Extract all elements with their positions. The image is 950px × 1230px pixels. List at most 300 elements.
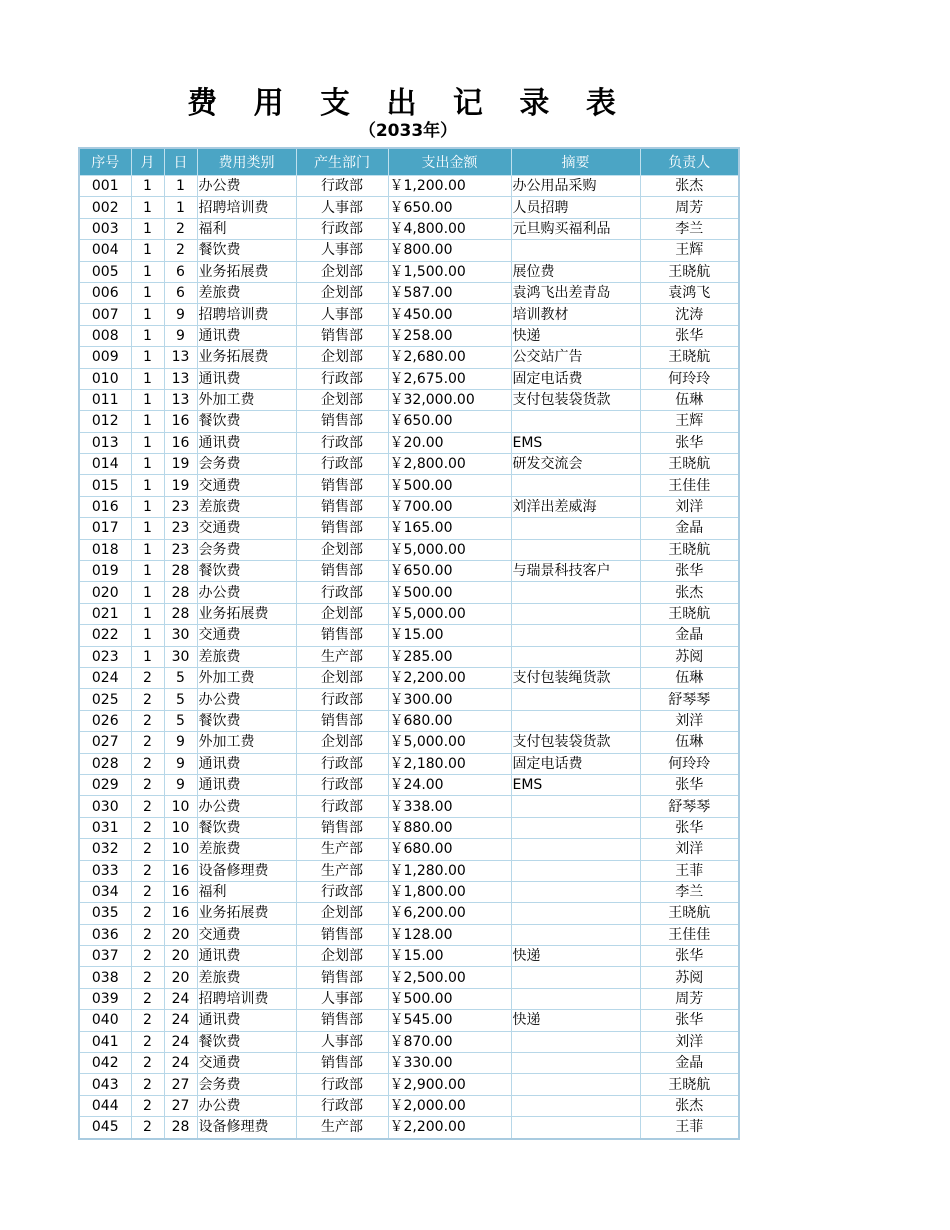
cell-seq[interactable]: 024 xyxy=(79,667,131,688)
cell-owner[interactable]: 张华 xyxy=(640,1010,739,1031)
cell-amount[interactable]: ￥500.00 xyxy=(388,475,511,496)
cell-owner[interactable]: 沈涛 xyxy=(640,304,739,325)
cell-month[interactable]: 2 xyxy=(131,1031,164,1052)
cell-seq[interactable]: 029 xyxy=(79,774,131,795)
cell-month[interactable]: 1 xyxy=(131,603,164,624)
cell-summary[interactable] xyxy=(511,1095,640,1116)
cell-owner[interactable]: 李兰 xyxy=(640,218,739,239)
cell-category[interactable]: 会务费 xyxy=(197,1074,296,1095)
cell-department[interactable]: 企划部 xyxy=(296,903,388,924)
cell-month[interactable]: 2 xyxy=(131,967,164,988)
cell-owner[interactable]: 王晓航 xyxy=(640,1074,739,1095)
cell-seq[interactable]: 040 xyxy=(79,1010,131,1031)
cell-summary[interactable]: 培训教材 xyxy=(511,304,640,325)
cell-category[interactable]: 外加工费 xyxy=(197,732,296,753)
cell-owner[interactable]: 张杰 xyxy=(640,1095,739,1116)
cell-seq[interactable]: 045 xyxy=(79,1117,131,1139)
cell-owner[interactable]: 王晓航 xyxy=(640,603,739,624)
cell-category[interactable]: 招聘培训费 xyxy=(197,304,296,325)
cell-owner[interactable]: 伍琳 xyxy=(640,732,739,753)
cell-day[interactable]: 27 xyxy=(164,1074,197,1095)
cell-department[interactable]: 行政部 xyxy=(296,881,388,902)
cell-summary[interactable] xyxy=(511,625,640,646)
cell-month[interactable]: 2 xyxy=(131,903,164,924)
cell-day[interactable]: 28 xyxy=(164,561,197,582)
cell-day[interactable]: 10 xyxy=(164,839,197,860)
cell-summary[interactable] xyxy=(511,796,640,817)
cell-amount[interactable]: ￥545.00 xyxy=(388,1010,511,1031)
cell-month[interactable]: 1 xyxy=(131,475,164,496)
cell-seq[interactable]: 026 xyxy=(79,710,131,731)
cell-summary[interactable] xyxy=(511,689,640,710)
cell-day[interactable]: 2 xyxy=(164,240,197,261)
cell-category[interactable]: 交通费 xyxy=(197,1053,296,1074)
cell-amount[interactable]: ￥1,500.00 xyxy=(388,261,511,282)
cell-seq[interactable]: 020 xyxy=(79,582,131,603)
cell-seq[interactable]: 034 xyxy=(79,881,131,902)
cell-seq[interactable]: 018 xyxy=(79,539,131,560)
cell-day[interactable]: 16 xyxy=(164,903,197,924)
cell-amount[interactable]: ￥500.00 xyxy=(388,582,511,603)
cell-owner[interactable]: 张华 xyxy=(640,561,739,582)
cell-month[interactable]: 1 xyxy=(131,176,164,197)
cell-summary[interactable] xyxy=(511,539,640,560)
cell-summary[interactable] xyxy=(511,988,640,1009)
cell-month[interactable]: 2 xyxy=(131,988,164,1009)
cell-amount[interactable]: ￥2,180.00 xyxy=(388,753,511,774)
header-department[interactable]: 产生部门 xyxy=(296,148,388,176)
cell-department[interactable]: 行政部 xyxy=(296,796,388,817)
cell-amount[interactable]: ￥450.00 xyxy=(388,304,511,325)
cell-amount[interactable]: ￥2,000.00 xyxy=(388,1095,511,1116)
cell-amount[interactable]: ￥2,800.00 xyxy=(388,454,511,475)
cell-seq[interactable]: 008 xyxy=(79,325,131,346)
cell-summary[interactable] xyxy=(511,860,640,881)
cell-category[interactable]: 差旅费 xyxy=(197,646,296,667)
cell-department[interactable]: 人事部 xyxy=(296,197,388,218)
cell-seq[interactable]: 030 xyxy=(79,796,131,817)
cell-department[interactable]: 企划部 xyxy=(296,389,388,410)
cell-month[interactable]: 1 xyxy=(131,518,164,539)
cell-seq[interactable]: 017 xyxy=(79,518,131,539)
cell-category[interactable]: 餐饮费 xyxy=(197,1031,296,1052)
cell-summary[interactable]: 快递 xyxy=(511,946,640,967)
cell-amount[interactable]: ￥32,000.00 xyxy=(388,389,511,410)
cell-department[interactable]: 企划部 xyxy=(296,603,388,624)
cell-owner[interactable]: 苏阅 xyxy=(640,967,739,988)
cell-summary[interactable]: 人员招聘 xyxy=(511,197,640,218)
cell-month[interactable]: 2 xyxy=(131,774,164,795)
cell-summary[interactable]: 公交站广告 xyxy=(511,347,640,368)
cell-amount[interactable]: ￥2,900.00 xyxy=(388,1074,511,1095)
cell-day[interactable]: 20 xyxy=(164,946,197,967)
cell-amount[interactable]: ￥330.00 xyxy=(388,1053,511,1074)
cell-summary[interactable] xyxy=(511,924,640,945)
cell-department[interactable]: 人事部 xyxy=(296,988,388,1009)
cell-seq[interactable]: 011 xyxy=(79,389,131,410)
cell-day[interactable]: 1 xyxy=(164,176,197,197)
cell-month[interactable]: 2 xyxy=(131,1053,164,1074)
cell-month[interactable]: 2 xyxy=(131,839,164,860)
cell-seq[interactable]: 022 xyxy=(79,625,131,646)
cell-summary[interactable] xyxy=(511,817,640,838)
cell-category[interactable]: 招聘培训费 xyxy=(197,197,296,218)
cell-seq[interactable]: 013 xyxy=(79,432,131,453)
cell-owner[interactable]: 刘洋 xyxy=(640,496,739,517)
cell-category[interactable]: 外加工费 xyxy=(197,667,296,688)
cell-summary[interactable] xyxy=(511,1031,640,1052)
cell-department[interactable]: 销售部 xyxy=(296,924,388,945)
cell-amount[interactable]: ￥24.00 xyxy=(388,774,511,795)
cell-month[interactable]: 1 xyxy=(131,304,164,325)
cell-owner[interactable]: 王晓航 xyxy=(640,903,739,924)
cell-day[interactable]: 10 xyxy=(164,817,197,838)
cell-amount[interactable]: ￥15.00 xyxy=(388,625,511,646)
cell-category[interactable]: 餐饮费 xyxy=(197,411,296,432)
cell-category[interactable]: 差旅费 xyxy=(197,839,296,860)
cell-amount[interactable]: ￥128.00 xyxy=(388,924,511,945)
cell-department[interactable]: 企划部 xyxy=(296,347,388,368)
cell-owner[interactable]: 袁鸿飞 xyxy=(640,282,739,303)
cell-seq[interactable]: 001 xyxy=(79,176,131,197)
cell-amount[interactable]: ￥165.00 xyxy=(388,518,511,539)
cell-amount[interactable]: ￥800.00 xyxy=(388,240,511,261)
cell-summary[interactable] xyxy=(511,475,640,496)
cell-seq[interactable]: 009 xyxy=(79,347,131,368)
cell-owner[interactable]: 何玲玲 xyxy=(640,753,739,774)
cell-summary[interactable]: 袁鸿飞出差青岛 xyxy=(511,282,640,303)
cell-category[interactable]: 交通费 xyxy=(197,625,296,646)
cell-summary[interactable]: 支付包装袋货款 xyxy=(511,732,640,753)
cell-amount[interactable]: ￥650.00 xyxy=(388,197,511,218)
cell-amount[interactable]: ￥5,000.00 xyxy=(388,732,511,753)
cell-seq[interactable]: 039 xyxy=(79,988,131,1009)
cell-owner[interactable]: 伍琳 xyxy=(640,389,739,410)
cell-month[interactable]: 2 xyxy=(131,1095,164,1116)
cell-amount[interactable]: ￥880.00 xyxy=(388,817,511,838)
cell-day[interactable]: 16 xyxy=(164,432,197,453)
cell-month[interactable]: 1 xyxy=(131,625,164,646)
cell-category[interactable]: 差旅费 xyxy=(197,967,296,988)
cell-category[interactable]: 办公费 xyxy=(197,582,296,603)
cell-owner[interactable]: 舒琴琴 xyxy=(640,796,739,817)
cell-month[interactable]: 1 xyxy=(131,282,164,303)
cell-owner[interactable]: 王菲 xyxy=(640,1117,739,1139)
cell-category[interactable]: 业务拓展费 xyxy=(197,347,296,368)
cell-summary[interactable]: 快递 xyxy=(511,1010,640,1031)
cell-day[interactable]: 24 xyxy=(164,1010,197,1031)
cell-month[interactable]: 2 xyxy=(131,1010,164,1031)
cell-owner[interactable]: 张杰 xyxy=(640,582,739,603)
cell-summary[interactable] xyxy=(511,646,640,667)
cell-day[interactable]: 13 xyxy=(164,347,197,368)
cell-day[interactable]: 30 xyxy=(164,646,197,667)
cell-category[interactable]: 业务拓展费 xyxy=(197,903,296,924)
cell-summary[interactable]: 元旦购买福利品 xyxy=(511,218,640,239)
cell-owner[interactable]: 金晶 xyxy=(640,1053,739,1074)
cell-department[interactable]: 行政部 xyxy=(296,582,388,603)
cell-day[interactable]: 5 xyxy=(164,710,197,731)
header-month[interactable]: 月 xyxy=(131,148,164,176)
cell-amount[interactable]: ￥2,680.00 xyxy=(388,347,511,368)
cell-summary[interactable]: EMS xyxy=(511,774,640,795)
cell-owner[interactable]: 伍琳 xyxy=(640,667,739,688)
cell-amount[interactable]: ￥650.00 xyxy=(388,411,511,432)
cell-category[interactable]: 福利 xyxy=(197,881,296,902)
cell-summary[interactable] xyxy=(511,881,640,902)
cell-month[interactable]: 2 xyxy=(131,689,164,710)
cell-month[interactable]: 1 xyxy=(131,539,164,560)
cell-summary[interactable] xyxy=(511,839,640,860)
cell-month[interactable]: 2 xyxy=(131,1074,164,1095)
cell-owner[interactable]: 王辉 xyxy=(640,411,739,432)
cell-owner[interactable]: 王晓航 xyxy=(640,347,739,368)
cell-summary[interactable]: 支付包装绳货款 xyxy=(511,667,640,688)
cell-summary[interactable]: EMS xyxy=(511,432,640,453)
cell-category[interactable]: 设备修理费 xyxy=(197,860,296,881)
cell-amount[interactable]: ￥15.00 xyxy=(388,946,511,967)
cell-day[interactable]: 9 xyxy=(164,753,197,774)
cell-amount[interactable]: ￥258.00 xyxy=(388,325,511,346)
cell-day[interactable]: 16 xyxy=(164,411,197,432)
cell-department[interactable]: 企划部 xyxy=(296,732,388,753)
cell-month[interactable]: 2 xyxy=(131,924,164,945)
header-seq[interactable]: 序号 xyxy=(79,148,131,176)
cell-amount[interactable]: ￥1,200.00 xyxy=(388,176,511,197)
cell-category[interactable]: 办公费 xyxy=(197,689,296,710)
cell-department[interactable]: 销售部 xyxy=(296,475,388,496)
cell-month[interactable]: 2 xyxy=(131,732,164,753)
cell-category[interactable]: 餐饮费 xyxy=(197,561,296,582)
cell-department[interactable]: 生产部 xyxy=(296,839,388,860)
cell-month[interactable]: 1 xyxy=(131,411,164,432)
cell-day[interactable]: 9 xyxy=(164,774,197,795)
cell-day[interactable]: 2 xyxy=(164,218,197,239)
cell-summary[interactable] xyxy=(511,1074,640,1095)
cell-seq[interactable]: 035 xyxy=(79,903,131,924)
cell-owner[interactable]: 王佳佳 xyxy=(640,475,739,496)
cell-month[interactable]: 1 xyxy=(131,218,164,239)
cell-summary[interactable] xyxy=(511,903,640,924)
cell-owner[interactable]: 何玲玲 xyxy=(640,368,739,389)
cell-owner[interactable]: 刘洋 xyxy=(640,839,739,860)
cell-department[interactable]: 企划部 xyxy=(296,667,388,688)
cell-owner[interactable]: 周芳 xyxy=(640,988,739,1009)
cell-owner[interactable]: 张华 xyxy=(640,774,739,795)
cell-seq[interactable]: 014 xyxy=(79,454,131,475)
cell-department[interactable]: 行政部 xyxy=(296,774,388,795)
cell-day[interactable]: 28 xyxy=(164,582,197,603)
cell-department[interactable]: 企划部 xyxy=(296,261,388,282)
cell-category[interactable]: 通讯费 xyxy=(197,432,296,453)
cell-seq[interactable]: 043 xyxy=(79,1074,131,1095)
cell-month[interactable]: 1 xyxy=(131,454,164,475)
cell-seq[interactable]: 005 xyxy=(79,261,131,282)
cell-department[interactable]: 人事部 xyxy=(296,240,388,261)
cell-month[interactable]: 2 xyxy=(131,817,164,838)
cell-amount[interactable]: ￥1,800.00 xyxy=(388,881,511,902)
cell-amount[interactable]: ￥300.00 xyxy=(388,689,511,710)
cell-owner[interactable]: 张华 xyxy=(640,432,739,453)
cell-department[interactable]: 行政部 xyxy=(296,176,388,197)
cell-seq[interactable]: 016 xyxy=(79,496,131,517)
cell-owner[interactable]: 张杰 xyxy=(640,176,739,197)
cell-department[interactable]: 销售部 xyxy=(296,817,388,838)
cell-department[interactable]: 企划部 xyxy=(296,282,388,303)
cell-seq[interactable]: 023 xyxy=(79,646,131,667)
cell-day[interactable]: 28 xyxy=(164,1117,197,1139)
cell-summary[interactable]: 与瑞景科技客户 xyxy=(511,561,640,582)
cell-department[interactable]: 销售部 xyxy=(296,1010,388,1031)
cell-seq[interactable]: 044 xyxy=(79,1095,131,1116)
cell-department[interactable]: 企划部 xyxy=(296,539,388,560)
cell-amount[interactable]: ￥2,675.00 xyxy=(388,368,511,389)
cell-month[interactable]: 1 xyxy=(131,197,164,218)
cell-category[interactable]: 设备修理费 xyxy=(197,1117,296,1139)
cell-department[interactable]: 销售部 xyxy=(296,967,388,988)
cell-amount[interactable]: ￥4,800.00 xyxy=(388,218,511,239)
cell-month[interactable]: 1 xyxy=(131,368,164,389)
cell-summary[interactable] xyxy=(511,1053,640,1074)
cell-summary[interactable]: 刘洋出差威海 xyxy=(511,496,640,517)
cell-seq[interactable]: 033 xyxy=(79,860,131,881)
cell-department[interactable]: 销售部 xyxy=(296,496,388,517)
cell-department[interactable]: 行政部 xyxy=(296,218,388,239)
cell-day[interactable]: 5 xyxy=(164,689,197,710)
header-category[interactable]: 费用类别 xyxy=(197,148,296,176)
cell-summary[interactable]: 支付包装袋货款 xyxy=(511,389,640,410)
cell-category[interactable]: 交通费 xyxy=(197,518,296,539)
cell-owner[interactable]: 王佳佳 xyxy=(640,924,739,945)
cell-department[interactable]: 销售部 xyxy=(296,561,388,582)
cell-amount[interactable]: ￥5,000.00 xyxy=(388,539,511,560)
cell-seq[interactable]: 042 xyxy=(79,1053,131,1074)
cell-category[interactable]: 餐饮费 xyxy=(197,240,296,261)
cell-day[interactable]: 24 xyxy=(164,1053,197,1074)
cell-category[interactable]: 业务拓展费 xyxy=(197,603,296,624)
cell-category[interactable]: 餐饮费 xyxy=(197,710,296,731)
cell-department[interactable]: 销售部 xyxy=(296,710,388,731)
cell-department[interactable]: 行政部 xyxy=(296,753,388,774)
cell-category[interactable]: 餐饮费 xyxy=(197,817,296,838)
cell-month[interactable]: 1 xyxy=(131,561,164,582)
cell-department[interactable]: 销售部 xyxy=(296,625,388,646)
cell-day[interactable]: 9 xyxy=(164,325,197,346)
cell-day[interactable]: 23 xyxy=(164,496,197,517)
cell-department[interactable]: 生产部 xyxy=(296,1117,388,1139)
header-amount[interactable]: 支出金额 xyxy=(388,148,511,176)
cell-month[interactable]: 2 xyxy=(131,710,164,731)
cell-day[interactable]: 16 xyxy=(164,860,197,881)
cell-month[interactable]: 2 xyxy=(131,667,164,688)
cell-category[interactable]: 通讯费 xyxy=(197,946,296,967)
header-day[interactable]: 日 xyxy=(164,148,197,176)
cell-category[interactable]: 差旅费 xyxy=(197,282,296,303)
cell-month[interactable]: 1 xyxy=(131,347,164,368)
cell-amount[interactable]: ￥1,280.00 xyxy=(388,860,511,881)
cell-summary[interactable]: 固定电话费 xyxy=(511,753,640,774)
cell-category[interactable]: 外加工费 xyxy=(197,389,296,410)
cell-seq[interactable]: 038 xyxy=(79,967,131,988)
cell-month[interactable]: 1 xyxy=(131,240,164,261)
cell-amount[interactable]: ￥2,500.00 xyxy=(388,967,511,988)
cell-department[interactable]: 企划部 xyxy=(296,946,388,967)
cell-amount[interactable]: ￥870.00 xyxy=(388,1031,511,1052)
cell-category[interactable]: 业务拓展费 xyxy=(197,261,296,282)
cell-month[interactable]: 1 xyxy=(131,646,164,667)
cell-day[interactable]: 13 xyxy=(164,368,197,389)
cell-category[interactable]: 会务费 xyxy=(197,454,296,475)
cell-department[interactable]: 生产部 xyxy=(296,646,388,667)
cell-amount[interactable]: ￥2,200.00 xyxy=(388,667,511,688)
cell-amount[interactable]: ￥680.00 xyxy=(388,839,511,860)
cell-day[interactable]: 28 xyxy=(164,603,197,624)
cell-month[interactable]: 1 xyxy=(131,325,164,346)
cell-day[interactable]: 9 xyxy=(164,304,197,325)
cell-month[interactable]: 2 xyxy=(131,881,164,902)
cell-summary[interactable] xyxy=(511,411,640,432)
cell-amount[interactable]: ￥285.00 xyxy=(388,646,511,667)
cell-summary[interactable] xyxy=(511,240,640,261)
cell-summary[interactable] xyxy=(511,518,640,539)
cell-month[interactable]: 2 xyxy=(131,860,164,881)
cell-department[interactable]: 行政部 xyxy=(296,1074,388,1095)
cell-day[interactable]: 6 xyxy=(164,282,197,303)
header-summary[interactable]: 摘要 xyxy=(511,148,640,176)
cell-summary[interactable]: 研发交流会 xyxy=(511,454,640,475)
cell-department[interactable]: 生产部 xyxy=(296,860,388,881)
cell-amount[interactable]: ￥700.00 xyxy=(388,496,511,517)
cell-day[interactable]: 23 xyxy=(164,518,197,539)
cell-day[interactable]: 9 xyxy=(164,732,197,753)
cell-department[interactable]: 行政部 xyxy=(296,368,388,389)
cell-day[interactable]: 6 xyxy=(164,261,197,282)
cell-owner[interactable]: 金晶 xyxy=(640,625,739,646)
cell-seq[interactable]: 019 xyxy=(79,561,131,582)
cell-seq[interactable]: 002 xyxy=(79,197,131,218)
cell-department[interactable]: 销售部 xyxy=(296,1053,388,1074)
cell-day[interactable]: 23 xyxy=(164,539,197,560)
cell-department[interactable]: 行政部 xyxy=(296,454,388,475)
cell-summary[interactable]: 固定电话费 xyxy=(511,368,640,389)
cell-summary[interactable] xyxy=(511,967,640,988)
cell-day[interactable]: 27 xyxy=(164,1095,197,1116)
cell-amount[interactable]: ￥5,000.00 xyxy=(388,603,511,624)
cell-category[interactable]: 差旅费 xyxy=(197,496,296,517)
cell-department[interactable]: 销售部 xyxy=(296,411,388,432)
cell-category[interactable]: 办公费 xyxy=(197,176,296,197)
cell-category[interactable]: 会务费 xyxy=(197,539,296,560)
cell-category[interactable]: 通讯费 xyxy=(197,368,296,389)
cell-department[interactable]: 人事部 xyxy=(296,304,388,325)
cell-summary[interactable] xyxy=(511,710,640,731)
cell-amount[interactable]: ￥680.00 xyxy=(388,710,511,731)
cell-category[interactable]: 通讯费 xyxy=(197,1010,296,1031)
cell-department[interactable]: 销售部 xyxy=(296,325,388,346)
cell-summary[interactable]: 办公用品采购 xyxy=(511,176,640,197)
cell-seq[interactable]: 006 xyxy=(79,282,131,303)
cell-owner[interactable]: 张华 xyxy=(640,946,739,967)
cell-category[interactable]: 办公费 xyxy=(197,1095,296,1116)
cell-seq[interactable]: 015 xyxy=(79,475,131,496)
cell-seq[interactable]: 031 xyxy=(79,817,131,838)
cell-seq[interactable]: 021 xyxy=(79,603,131,624)
cell-month[interactable]: 1 xyxy=(131,582,164,603)
cell-seq[interactable]: 003 xyxy=(79,218,131,239)
cell-day[interactable]: 13 xyxy=(164,389,197,410)
cell-seq[interactable]: 012 xyxy=(79,411,131,432)
cell-owner[interactable]: 张华 xyxy=(640,817,739,838)
